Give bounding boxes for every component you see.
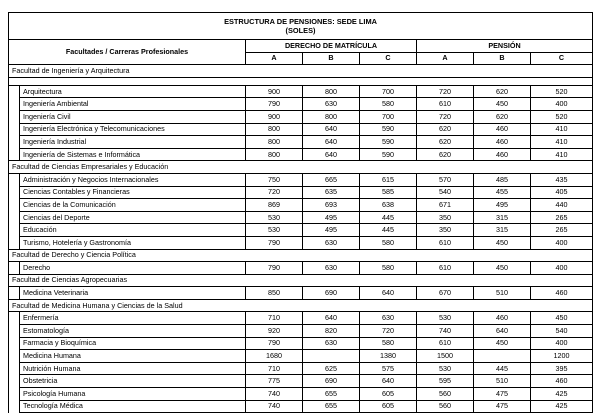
value-cell: 720 (417, 85, 474, 98)
table-row (9, 287, 593, 300)
value-cell: 450 (474, 337, 531, 350)
indent-cell (9, 224, 20, 237)
pension-structure-sheet (8, 12, 592, 413)
value-cell: 610 (417, 236, 474, 249)
table-row (9, 98, 593, 111)
table-row (9, 236, 593, 249)
indent-cell (9, 173, 20, 186)
value-cell: 820 (303, 325, 360, 338)
value-cell: 620 (417, 123, 474, 136)
indent-cell (9, 312, 20, 325)
value-cell: 720 (360, 325, 417, 338)
value-cell: 570 (417, 173, 474, 186)
table-row (9, 375, 593, 388)
value-cell: 495 (303, 211, 360, 224)
career-name: Ciencias del Deporte (20, 211, 246, 224)
value-cell: 520 (531, 85, 593, 98)
value-cell: 435 (531, 173, 593, 186)
title-line-2: (SOLES) (285, 26, 316, 35)
table-row (9, 110, 593, 123)
value-cell: 530 (246, 224, 303, 237)
title-line-1: ESTRUCTURA DE PENSIONES: SEDE LIMA (224, 17, 377, 26)
career-name: Enfermería (20, 312, 246, 325)
value-cell: 520 (531, 110, 593, 123)
value-cell: 495 (303, 224, 360, 237)
career-name: Turismo, Hotelería y Gastronomía (20, 236, 246, 249)
value-cell: 575 (360, 362, 417, 375)
table-row (9, 186, 593, 199)
table-row (9, 199, 593, 212)
value-cell: 638 (360, 199, 417, 212)
sub-header: B (474, 52, 531, 65)
value-cell: 710 (246, 312, 303, 325)
value-cell: 790 (246, 236, 303, 249)
value-cell: 400 (531, 98, 593, 111)
value-cell: 620 (417, 136, 474, 149)
career-name: Estomatología (20, 325, 246, 338)
value-cell: 800 (246, 148, 303, 161)
sub-header: C (360, 52, 417, 65)
value-cell: 920 (246, 325, 303, 338)
value-cell: 530 (417, 362, 474, 375)
value-cell: 640 (303, 123, 360, 136)
career-name: Ingeniería de Sistemas e Informática (20, 148, 246, 161)
value-cell: 710 (246, 362, 303, 375)
indent-cell (9, 123, 20, 136)
value-cell: 460 (474, 148, 531, 161)
value-cell: 800 (303, 85, 360, 98)
table-row (9, 136, 593, 149)
table-row (9, 123, 593, 136)
value-cell: 510 (474, 287, 531, 300)
value-cell: 580 (360, 337, 417, 350)
value-cell: 900 (246, 85, 303, 98)
value-cell: 665 (303, 173, 360, 186)
value-cell: 630 (303, 337, 360, 350)
career-name: Obstetricia (20, 375, 246, 388)
value-cell: 410 (531, 148, 593, 161)
value-cell: 635 (303, 186, 360, 199)
value-cell: 900 (246, 110, 303, 123)
value-cell: 640 (360, 287, 417, 300)
indent-cell (9, 85, 20, 98)
value-cell: 630 (303, 98, 360, 111)
value-cell: 410 (531, 136, 593, 149)
value-cell: 790 (246, 337, 303, 350)
value-cell: 475 (474, 400, 531, 413)
indent-cell (9, 199, 20, 212)
career-name: Ciencias Contables y Financieras (20, 186, 246, 199)
career-name: Ciencias de la Comunicación (20, 199, 246, 212)
value-cell: 580 (360, 236, 417, 249)
value-cell: 671 (417, 199, 474, 212)
table-title (9, 13, 593, 40)
career-name: Ingeniería Ambiental (20, 98, 246, 111)
value-cell: 450 (474, 98, 531, 111)
value-cell: 1200 (531, 350, 593, 363)
faculty-row: Facultad de Ingeniería y Arquitectura (9, 65, 593, 78)
table-row (9, 262, 593, 275)
value-cell (303, 350, 360, 363)
value-cell: 445 (360, 211, 417, 224)
faculties-column-header: Facultades / Carreras Profesionales (9, 40, 246, 65)
indent-cell (9, 186, 20, 199)
faculty-row: Facultad de Medicina Humana y Ciencias de la Salud (9, 299, 593, 312)
sub-header: A (417, 52, 474, 65)
value-cell: 540 (531, 325, 593, 338)
table-row (9, 350, 593, 363)
value-cell: 475 (474, 388, 531, 401)
career-name: Ingeniería Electrónica y Telecomunicaciones (20, 123, 246, 136)
value-cell: 690 (303, 287, 360, 300)
value-cell: 590 (360, 148, 417, 161)
career-name: Farmacia y Bioquímica (20, 337, 246, 350)
spacer-row (9, 77, 593, 85)
faculty-row: Facultad de Derecho y Ciencia Política (9, 249, 593, 262)
value-cell: 750 (246, 173, 303, 186)
indent-cell (9, 262, 20, 275)
career-name: Nutrición Humana (20, 362, 246, 375)
value-cell: 800 (303, 110, 360, 123)
value-cell: 445 (360, 224, 417, 237)
value-cell: 640 (303, 312, 360, 325)
career-name: Derecho (20, 262, 246, 275)
value-cell: 790 (246, 262, 303, 275)
table-row (9, 224, 593, 237)
value-cell: 400 (531, 262, 593, 275)
indent-cell (9, 400, 20, 413)
table-row (9, 312, 593, 325)
value-cell: 580 (360, 262, 417, 275)
value-cell: 315 (474, 211, 531, 224)
indent-cell (9, 350, 20, 363)
value-cell: 265 (531, 211, 593, 224)
value-cell: 440 (531, 199, 593, 212)
value-cell: 350 (417, 224, 474, 237)
value-cell: 625 (303, 362, 360, 375)
value-cell: 640 (303, 148, 360, 161)
matricula-group-header: DERECHO DE MATRÍCULA (246, 40, 417, 53)
value-cell: 485 (474, 173, 531, 186)
value-cell: 620 (474, 85, 531, 98)
indent-cell (9, 136, 20, 149)
indent-cell (9, 362, 20, 375)
sub-header: A (246, 52, 303, 65)
table-row (9, 362, 593, 375)
table-row (9, 211, 593, 224)
value-cell: 560 (417, 388, 474, 401)
value-cell: 530 (417, 312, 474, 325)
indent-cell (9, 236, 20, 249)
value-cell: 615 (360, 173, 417, 186)
table-row (9, 148, 593, 161)
value-cell: 700 (360, 85, 417, 98)
value-cell: 640 (303, 136, 360, 149)
value-cell: 405 (531, 186, 593, 199)
value-cell: 850 (246, 287, 303, 300)
indent-cell (9, 148, 20, 161)
value-cell: 460 (531, 287, 593, 300)
value-cell: 580 (360, 98, 417, 111)
value-cell: 620 (417, 148, 474, 161)
value-cell: 869 (246, 199, 303, 212)
value-cell: 610 (417, 337, 474, 350)
value-cell: 540 (417, 186, 474, 199)
value-cell: 400 (531, 236, 593, 249)
table-row (9, 325, 593, 338)
faculty-row: Facultad de Ciencias Empresariales y Educación (9, 161, 593, 174)
value-cell: 395 (531, 362, 593, 375)
value-cell: 530 (246, 211, 303, 224)
table-row (9, 337, 593, 350)
value-cell (474, 350, 531, 363)
value-cell: 350 (417, 211, 474, 224)
value-cell: 1500 (417, 350, 474, 363)
value-cell: 655 (303, 400, 360, 413)
faculty-row: Facultad de Ciencias Agropecuarias (9, 274, 593, 287)
value-cell: 690 (303, 375, 360, 388)
value-cell: 315 (474, 224, 531, 237)
pension-group-header: PENSIÓN (417, 40, 593, 53)
value-cell: 460 (474, 312, 531, 325)
value-cell: 720 (417, 110, 474, 123)
value-cell: 605 (360, 400, 417, 413)
value-cell: 700 (360, 110, 417, 123)
career-name: Educación (20, 224, 246, 237)
value-cell: 460 (474, 123, 531, 136)
sub-header: B (303, 52, 360, 65)
indent-cell (9, 337, 20, 350)
career-name: Psicología Humana (20, 388, 246, 401)
value-cell: 460 (531, 375, 593, 388)
sub-header: C (531, 52, 593, 65)
career-name: Ingeniería Industrial (20, 136, 246, 149)
value-cell: 740 (417, 325, 474, 338)
value-cell: 775 (246, 375, 303, 388)
table-row (9, 85, 593, 98)
indent-cell (9, 375, 20, 388)
value-cell: 1380 (360, 350, 417, 363)
value-cell: 610 (417, 262, 474, 275)
value-cell: 605 (360, 388, 417, 401)
value-cell: 800 (246, 123, 303, 136)
value-cell: 400 (531, 337, 593, 350)
value-cell: 450 (474, 236, 531, 249)
career-name: Arquitectura (20, 85, 246, 98)
indent-cell (9, 287, 20, 300)
value-cell: 655 (303, 388, 360, 401)
value-cell: 800 (246, 136, 303, 149)
table-body (9, 65, 593, 413)
value-cell: 460 (474, 136, 531, 149)
indent-cell (9, 110, 20, 123)
value-cell: 640 (474, 325, 531, 338)
value-cell: 740 (246, 400, 303, 413)
table-row (9, 388, 593, 401)
career-name: Ingeniería Civil (20, 110, 246, 123)
indent-cell (9, 98, 20, 111)
value-cell: 590 (360, 123, 417, 136)
value-cell: 495 (474, 199, 531, 212)
career-name: Tecnología Médica (20, 400, 246, 413)
indent-cell (9, 325, 20, 338)
value-cell: 740 (246, 388, 303, 401)
career-name: Medicina Veterinaria (20, 287, 246, 300)
value-cell: 693 (303, 199, 360, 212)
value-cell: 450 (474, 262, 531, 275)
value-cell: 265 (531, 224, 593, 237)
value-cell: 425 (531, 388, 593, 401)
value-cell: 410 (531, 123, 593, 136)
table-row (9, 400, 593, 413)
value-cell: 590 (360, 136, 417, 149)
value-cell: 455 (474, 186, 531, 199)
career-name: Medicina Humana (20, 350, 246, 363)
value-cell: 640 (360, 375, 417, 388)
value-cell: 610 (417, 98, 474, 111)
value-cell: 620 (474, 110, 531, 123)
value-cell: 630 (360, 312, 417, 325)
value-cell: 1680 (246, 350, 303, 363)
value-cell: 630 (303, 236, 360, 249)
value-cell: 510 (474, 375, 531, 388)
value-cell: 425 (531, 400, 593, 413)
value-cell: 630 (303, 262, 360, 275)
value-cell: 720 (246, 186, 303, 199)
table-row (9, 173, 593, 186)
value-cell: 585 (360, 186, 417, 199)
indent-cell (9, 388, 20, 401)
career-name: Administración y Negocios Internacionales (20, 173, 246, 186)
value-cell: 670 (417, 287, 474, 300)
value-cell: 560 (417, 400, 474, 413)
pension-table (8, 12, 593, 413)
indent-cell (9, 211, 20, 224)
value-cell: 445 (474, 362, 531, 375)
value-cell: 790 (246, 98, 303, 111)
value-cell: 595 (417, 375, 474, 388)
value-cell: 450 (531, 312, 593, 325)
